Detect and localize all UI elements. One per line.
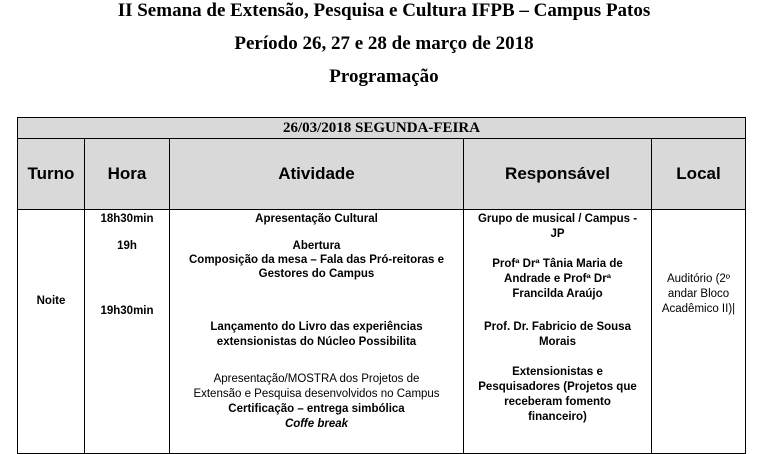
atividade-item: Gestores do Campus [258,268,375,280]
program-heading: Programação [329,66,439,87]
column-header-hora: Hora [84,138,170,210]
atividade-item: Abertura [292,240,341,252]
hora-value: 18h30min [100,213,154,225]
hora-value: 19h30min [100,305,154,317]
local-item: andar Bloco [667,288,730,300]
period-subtitle: Período 26, 27 e 28 de março de 2018 [234,33,534,54]
responsavel-item: Pesquisadores (Projetos que [478,381,637,393]
responsavel-item: Francilda Araújo [512,288,603,300]
column-header-turno: Turno [17,138,85,210]
column-header-atividade: Atividade [169,138,464,210]
responsavel-cell [463,209,652,454]
responsavel-item: Prof. Dr. Fabricio de Sousa [484,321,631,333]
date-row [17,117,746,139]
atividade-item: Apresentação/MOSTRA dos Projetos de [213,373,420,385]
atividade-item: Lançamento do Livro das experiências [210,321,423,333]
responsavel-item: Profª Drª Tânia Maria de [492,258,623,270]
responsavel-item: JP [550,228,565,240]
responsavel-item: Grupo de musical / Campus - [477,213,638,225]
atividade-item: Apresentação Cultural [255,213,378,225]
local-item: Acadêmico II)| [661,303,736,315]
date-label: 26/03/2018 SEGUNDA-FEIRA [282,120,481,136]
responsavel-item: Extensionistas e [512,366,603,378]
atividade-item: Certificação – entrega simbólica [228,403,405,415]
hora-cell [84,209,170,454]
responsavel-item: Andrade e Profª Drª [504,273,611,285]
schedule-table [17,117,746,449]
document-title: II Semana de Extensão, Pesquisa e Cultura IFPB – Campus Patos [117,0,651,21]
turno-cell [17,209,85,454]
hora-value: 19h [117,240,137,252]
atividade-item: Coffe break [284,418,349,430]
atividade-item: Composição da mesa – Fala das Pró-reitoras e [188,254,445,266]
atividade-item: Extensão e Pesquisa desenvolvidos no Campus [193,388,440,400]
responsavel-item: receberam fomento [504,396,611,408]
turno-value: Noite [36,295,66,307]
local-item: Auditório (2º [666,273,730,285]
atividade-item: extensionistas do Núcleo Possibilita [216,336,417,348]
responsavel-item: Morais [538,336,577,348]
local-cell [651,209,746,454]
responsavel-item: financeiro) [528,411,587,423]
column-header-local: Local [651,138,746,210]
column-header-responsavel: Responsável [463,138,652,210]
atividade-cell [169,209,464,454]
